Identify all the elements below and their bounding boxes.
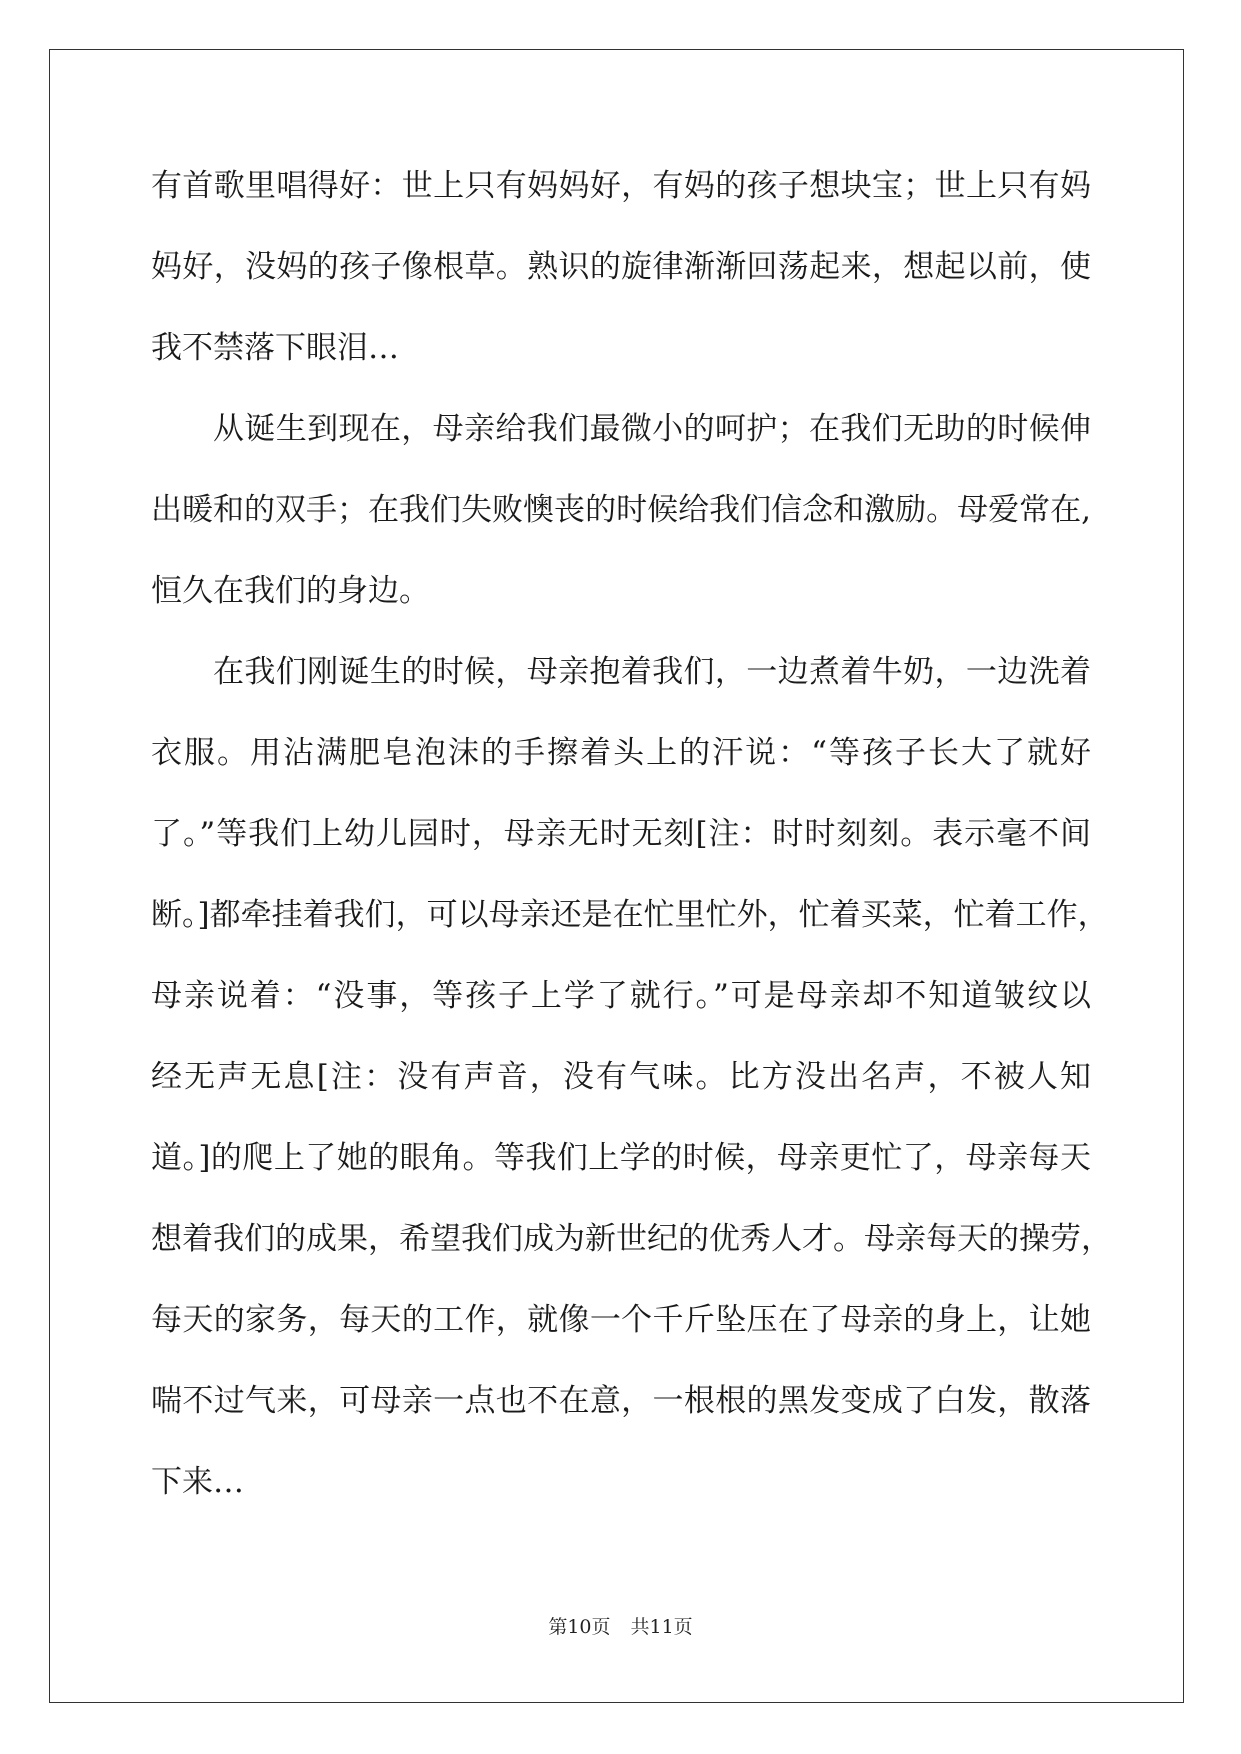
text-line: 断。]都牵挂着我们，可以母亲还是在忙里忙外，忙着买菜，忙着工作，: [151, 897, 1109, 933]
page-total: 共11页: [630, 1616, 693, 1638]
text-line: 在我们刚诞生的时候，母亲抱着我们，一边煮着牛奶，一边洗着: [213, 654, 1091, 690]
text-line: 喘不过气来，可母亲一点也不在意，一根根的黑发变成了白发，散落: [151, 1383, 1091, 1419]
text-line: 从诞生到现在，母亲给我们最微小的呵护；在我们无助的时候伸: [213, 411, 1091, 447]
text-line: 出暖和的双手；在我们失败懊丧的时候给我们信念和激励。母爱常在,: [151, 492, 1091, 528]
page-number: 第10页: [548, 1616, 611, 1638]
text-line: 恒久在我们的身边。: [151, 573, 430, 609]
text-line: 妈好，没妈的孩子像根草。熟识的旋律渐渐回荡起来，想起以前，使: [151, 249, 1091, 285]
text-line: 我不禁落下眼泪…: [151, 330, 399, 366]
text-line: 想着我们的成果，希望我们成为新世纪的优秀人才。母亲每天的操劳，: [151, 1221, 1112, 1257]
page-footer: [0, 1612, 1241, 1639]
text-line: 每天的家务，每天的工作，就像一个千斤坠压在了母亲的身上，让她: [151, 1302, 1091, 1338]
text-line: 了。”等我们上幼儿园时，母亲无时无刻[注：时时刻刻。表示毫不间: [151, 816, 1091, 852]
document-body: [151, 160, 1112, 1537]
text-line: 有首歌里唱得好：世上只有妈妈好，有妈的孩子想块宝；世上只有妈: [151, 168, 1091, 204]
text-line: 母亲说着：“没事，等孩子上学了就行。”可是母亲却不知道皱纹以: [151, 978, 1091, 1014]
text-line: 下来…: [151, 1464, 244, 1500]
text-line: 衣服。用沾满肥皂泡沫的手擦着头上的汗说：“等孩子长大了就好: [151, 735, 1091, 771]
text-line: 道。]的爬上了她的眼角。等我们上学的时候，母亲更忙了，母亲每天: [151, 1140, 1091, 1176]
text-line: 经无声无息[注：没有声音，没有气味。比方没出名声，不被人知: [151, 1059, 1091, 1095]
